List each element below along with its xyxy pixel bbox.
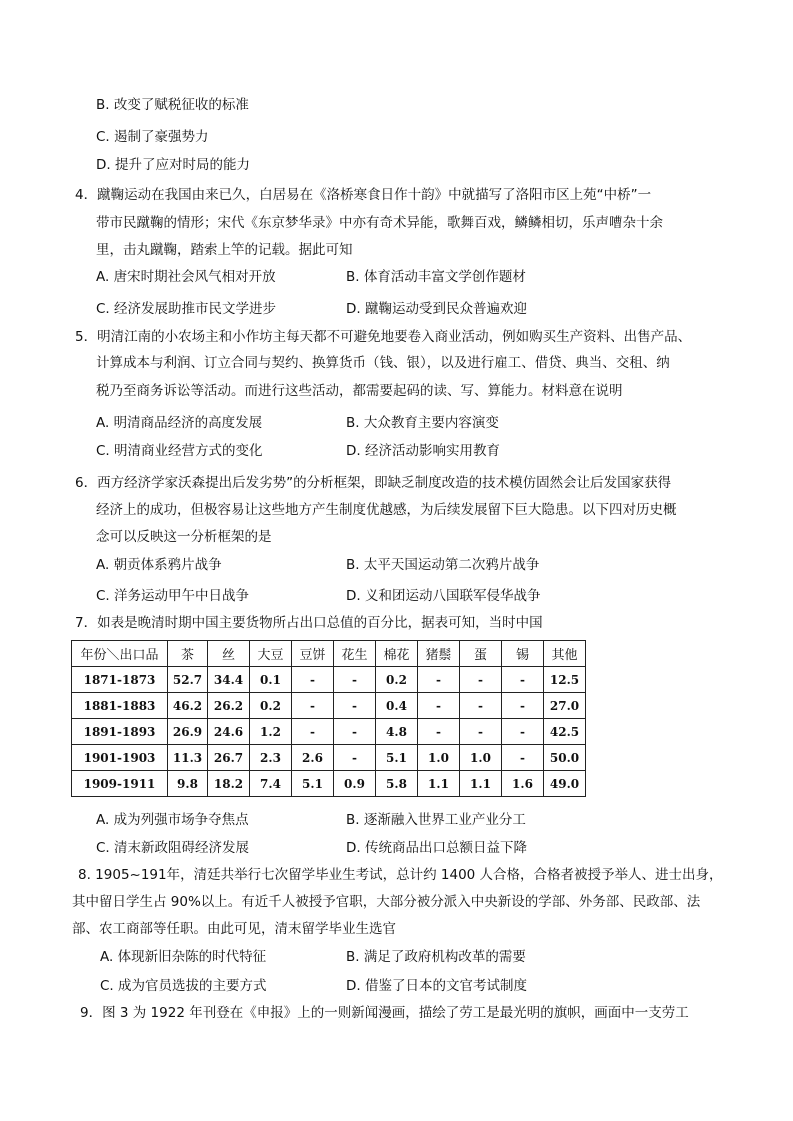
table-cell: 0.1	[250, 667, 292, 693]
table-cell: 50.0	[544, 745, 586, 771]
table-cell: -	[418, 693, 460, 719]
table-cell: -	[460, 719, 502, 745]
q3-option-b: B. 改变了赋税征收的标准	[96, 97, 249, 113]
q4-stem-line2: 带市民蹴鞠的情形；宋代《东京梦华录》中亦有奇术异能，歌舞百戏，鳞鳞相切，乐声嘈杂十余	[96, 215, 663, 231]
table-cell: 18.2	[208, 771, 250, 797]
table-cell: 2.6	[292, 745, 334, 771]
table-cell: -	[502, 693, 544, 719]
table-cell: 1871-1873	[72, 667, 168, 693]
table-cell: -	[502, 745, 544, 771]
table-cell: 0.2	[376, 667, 418, 693]
table-cell: 1901-1903	[72, 745, 168, 771]
table-cell: -	[460, 693, 502, 719]
q5-option-d: D. 经济活动影响实用教育	[346, 443, 500, 459]
table-cell: -	[418, 719, 460, 745]
table-cell: -	[502, 719, 544, 745]
q8-stem-line3: 部、农工商部等任职。由此可见，清末留学毕业生选官	[72, 921, 396, 937]
table-cell: 1.0	[418, 745, 460, 771]
q4-option-d: D. 蹴鞠运动受到民众普遍欢迎	[346, 301, 527, 317]
table-cell: 26.2	[208, 693, 250, 719]
q8-option-a: A. 体现新旧杂陈的时代特征	[100, 949, 267, 965]
table-cell: 0.4	[376, 693, 418, 719]
header-silk: 丝	[208, 641, 250, 667]
table-cell: -	[334, 667, 376, 693]
table-cell: 4.8	[376, 719, 418, 745]
table-row	[72, 745, 586, 771]
q5-stem-line1: 5．明清江南的小农场主和小作坊主每天都不可避免地要卷入商业活动，例如购买生产资料、出售产品、	[75, 329, 692, 345]
q8-option-c: C. 成为官员选拔的主要方式	[100, 978, 267, 994]
q7-option-b: B. 逐渐融入世界工业产业分工	[346, 812, 526, 828]
header-soybean: 大豆	[250, 641, 292, 667]
header-tea: 茶	[168, 641, 208, 667]
table-cell: 0.2	[250, 693, 292, 719]
table-cell: 1881-1883	[72, 693, 168, 719]
table-cell: -	[334, 693, 376, 719]
q8-stem-line1: 8. 1905~191年，清廷共举行七次留学毕业生考试，总计约 1400 人合格，合格者被授予举人、进士出身，	[78, 867, 723, 883]
q3-option-c: C. 遏制了豪强势力	[96, 129, 209, 145]
header-peanut: 花生	[334, 641, 376, 667]
table-row	[72, 693, 586, 719]
q3-option-d: D. 提升了应对时局的能力	[96, 157, 250, 173]
header-other: 其他	[544, 641, 586, 667]
table-cell: 1.0	[460, 745, 502, 771]
header-year: 年份＼出口品	[72, 641, 168, 667]
q4-option-c: C. 经济发展助推市民文学进步	[96, 301, 277, 317]
table-header-row	[72, 641, 586, 667]
table-cell: 0.9	[334, 771, 376, 797]
q7-option-c: C. 清末新政阻碍经济发展	[96, 840, 250, 856]
q6-stem-line1: 6．西方经济学家沃森提出后发劣势”的分析框架，即缺乏制度改造的技术模仿固然会让后发国家获得	[75, 475, 672, 491]
header-bristles: 猪鬃	[418, 641, 460, 667]
q7-stem: 7．如表是晚清时期中国主要货物所占出口总值的百分比，据表可知，当时中国	[75, 615, 543, 631]
table-cell: 1.6	[502, 771, 544, 797]
table-cell: -	[292, 667, 334, 693]
table-cell: -	[460, 667, 502, 693]
table-cell: -	[334, 719, 376, 745]
table-row	[72, 719, 586, 745]
q7-option-a: A. 成为列强市场争夺焦点	[96, 812, 249, 828]
header-cotton: 棉花	[376, 641, 418, 667]
table-cell: 52.7	[168, 667, 208, 693]
table-cell: 46.2	[168, 693, 208, 719]
table-cell: 27.0	[544, 693, 586, 719]
table-cell: 12.5	[544, 667, 586, 693]
table-cell: -	[292, 719, 334, 745]
q5-stem-line3: 税乃至商务诉讼等活动。而进行这些活动，都需要起码的读、写、算能力。材料意在说明	[96, 383, 623, 399]
table-cell: 1.1	[460, 771, 502, 797]
q6-option-b: B. 太平天国运动第二次鸦片战争	[346, 557, 540, 573]
table-cell: 26.7	[208, 745, 250, 771]
q8-stem-line2: 其中留日学生占 90%以上。有近千人被授予官职，大部分被分派入中央新设的学部、外务部、民政部、法	[72, 894, 701, 910]
table-cell: 26.9	[168, 719, 208, 745]
table-cell: 49.0	[544, 771, 586, 797]
q5-option-b: B. 大众教育主要内容演变	[346, 415, 499, 431]
q8-option-d: D. 借鉴了日本的文官考试制度	[346, 978, 527, 994]
table-cell: 1.2	[250, 719, 292, 745]
table-cell: -	[292, 693, 334, 719]
table-cell: -	[334, 745, 376, 771]
q5-option-a: A. 明清商品经济的高度发展	[96, 415, 263, 431]
table-cell: 11.3	[168, 745, 208, 771]
q6-stem-line3: 念可以反映这一分析框架的是	[96, 529, 272, 545]
table-cell: 5.1	[292, 771, 334, 797]
q4-option-b: B. 体育活动丰富文学创作题材	[346, 269, 526, 285]
table-row	[72, 667, 586, 693]
table-row	[72, 771, 586, 797]
q4-stem-line3: 里，击丸蹴鞠，踏索上竿的记载。据此可知	[96, 242, 353, 258]
table-cell: 2.3	[250, 745, 292, 771]
q8-option-b: B. 满足了政府机构改革的需要	[346, 949, 526, 965]
table-cell: 1.1	[418, 771, 460, 797]
q4-stem-line1: 4．蹴鞠运动在我国由来已久，白居易在《洛桥寒食日作十韵》中就描写了洛阳市区上苑“中桥”一	[75, 187, 652, 203]
table-cell: 24.6	[208, 719, 250, 745]
q7-option-d: D. 传统商品出口总额日益下降	[346, 840, 527, 856]
q4-option-a: A. 唐宋时期社会风气相对开放	[96, 269, 276, 285]
q5-option-c: C. 明清商业经营方式的变化	[96, 443, 263, 459]
export-percentage-table	[71, 640, 586, 797]
table-cell: 7.4	[250, 771, 292, 797]
q6-option-c: C. 洋务运动甲午中日战争	[96, 588, 250, 604]
header-egg: 蛋	[460, 641, 502, 667]
q6-stem-line2: 经济上的成功，但极容易让这些地方产生制度优越感，为后续发展留下巨大隐患。以下四对历史概	[96, 502, 677, 518]
table-cell: 1891-1893	[72, 719, 168, 745]
table-cell: -	[418, 667, 460, 693]
q6-option-d: D. 义和团运动八国联军侵华战争	[346, 588, 541, 604]
q6-option-a: A. 朝贡体系鸦片战争	[96, 557, 222, 573]
table-cell: 5.1	[376, 745, 418, 771]
header-tin: 锡	[502, 641, 544, 667]
table-cell: 9.8	[168, 771, 208, 797]
q5-stem-line2: 计算成本与利润、订立合同与契约、换算货币（钱、银），以及进行雇工、借贷、典当、交租、纳	[96, 355, 670, 371]
table-cell: 1909-1911	[72, 771, 168, 797]
table-cell: 34.4	[208, 667, 250, 693]
q9-stem-line1: 9．图 3 为 1922 年刊登在《申报》上的一则新闻漫画，描绘了劳工是最光明的旗帜，画面中一支劳工	[80, 1005, 689, 1021]
header-bean-cake: 豆饼	[292, 641, 334, 667]
table-cell: 5.8	[376, 771, 418, 797]
table-cell: 42.5	[544, 719, 586, 745]
table-cell: -	[502, 667, 544, 693]
